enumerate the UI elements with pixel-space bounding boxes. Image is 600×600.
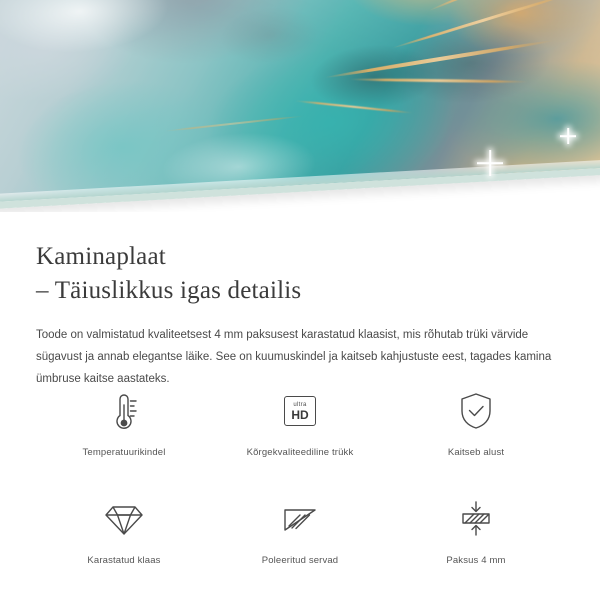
headline-line-2: – Täiuslikkus igas detailis: [36, 276, 302, 304]
ultra-hd-badge-icon: [273, 384, 327, 438]
content-section: [0, 212, 600, 566]
feature-label: Paksus 4 mm: [446, 555, 506, 566]
feature-label: Karastatud klaas: [87, 555, 161, 566]
feature-label: Kõrgekvaliteediline trükk: [246, 447, 354, 458]
feature-label: Poleeritud servad: [261, 555, 339, 566]
glass-plate: [0, 0, 600, 209]
feature-label: Temperatuurikindel: [82, 447, 166, 458]
feature-label: Kaitseb alust: [447, 447, 505, 458]
feature-item: [388, 384, 564, 458]
thermometer-icon: [97, 384, 151, 438]
thickness-arrows-icon: [449, 492, 503, 546]
feature-grid: [36, 384, 564, 566]
product-description: Toode on valmistatud kvaliteetsest 4 mm paksusest karastatud klaasist, mis rõhutab trüki värvide sügavust ja annab elegantse läike. See on kuumuskindel ja kaitseb kahjustuste eest, tagades kamina ümbruse kaitse aastateks.: [36, 329, 552, 386]
hero-image: [0, 0, 600, 212]
badge-bottom-text: HD: [291, 407, 309, 422]
feature-item: [36, 492, 212, 566]
page-title: [0, 212, 600, 307]
shield-check-icon: [449, 384, 503, 438]
badge-top-text: ultra: [293, 401, 307, 408]
feature-item: [388, 492, 564, 566]
feature-item: [212, 384, 388, 458]
feature-item: [36, 384, 212, 458]
headline-line-1: Kaminaplaat: [36, 243, 166, 270]
polished-edges-icon: [273, 492, 327, 546]
diamond-icon: [97, 492, 151, 546]
feature-item: [212, 492, 388, 566]
